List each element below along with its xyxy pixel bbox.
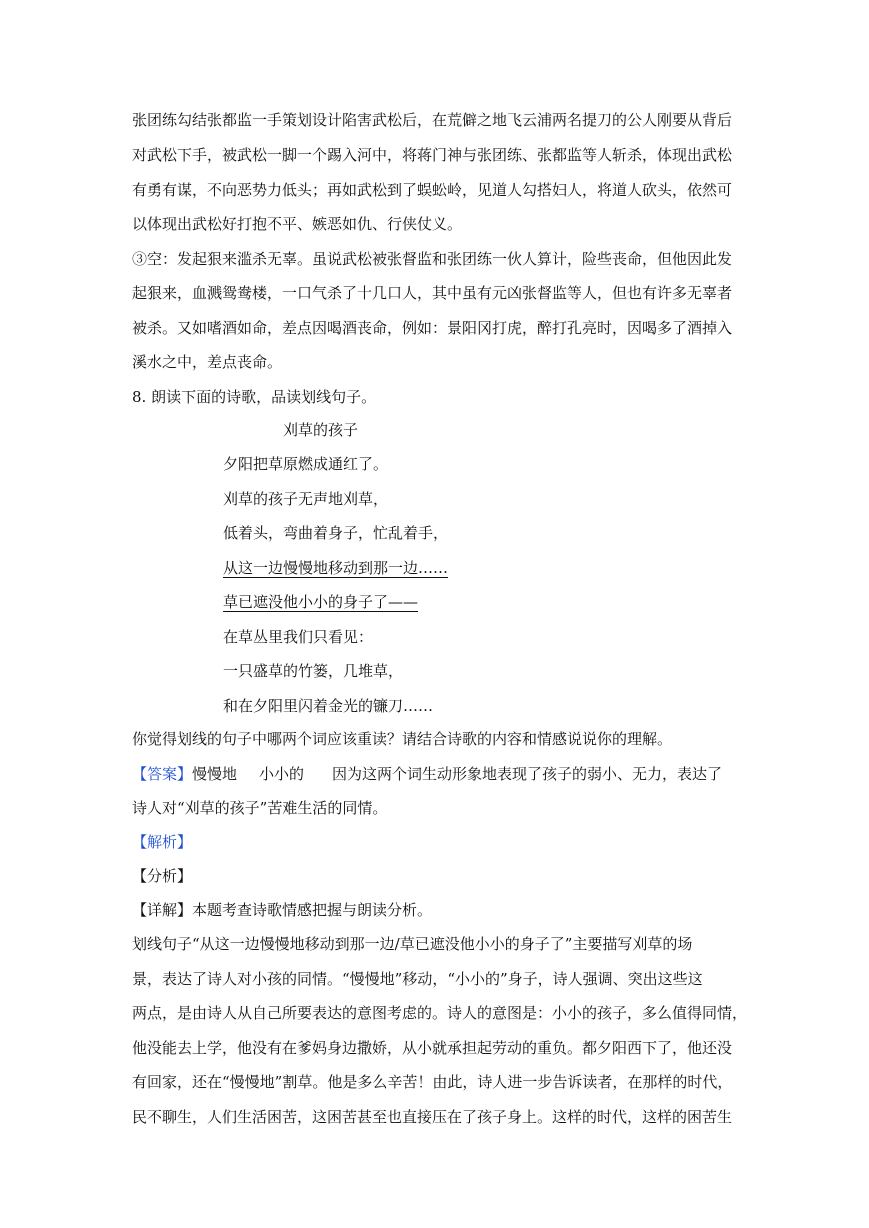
paragraph-line: 有回家，还在“慢慢地”割草。他是多么辛苦！由此，诗人进一步告诉读者，在那样的时代， — [132, 1073, 733, 1091]
paragraph-line: 起狠来，血溅鸳鸯楼，一口气杀了十几口人，其中虽有元凶张督监等人，但也有许多无辜者 — [132, 284, 733, 302]
fenxi-tag: 【分析】 — [132, 867, 193, 885]
answer-tag: 【答案】 — [132, 765, 193, 783]
answer-line — [132, 757, 740, 791]
detail-text: 本题考查诗歌情感把握与朗读分析。 — [192, 901, 433, 919]
answer-word-1: 慢慢地 — [192, 765, 238, 783]
analysis-tag: 【解析】 — [132, 833, 193, 851]
paragraph-line: 对武松下手，被武松一脚一个踢入河中，将蒋门神与张团练、张都监等人斩杀，体现出武松 — [132, 146, 733, 164]
answer-word-2: 小小的 — [259, 765, 305, 783]
paragraph-line: 他没能去上学，他没有在爹妈身边撒娇，从小就承担起劳动的重负。都夕阳西下了，他还没 — [132, 1039, 733, 1057]
paragraph-line: 张团练勾结张都监一手策划设计陷害武松后，在荒僻之地飞云浦两名提刀的公人刚要从背后 — [132, 111, 733, 129]
poem-line: 刈草的孩子无声地刈草， — [223, 490, 389, 508]
poem-line: 在草丛里我们只看见： — [223, 628, 374, 646]
paragraph-line: 两点，是由诗人从自己所要表达的意图考虑的。诗人的意图是：小小的孩子，多么值得同情， — [132, 1004, 748, 1022]
paragraph-line: 民不聊生，人们生活困苦，这困苦甚至也直接压在了孩子身上。这样的时代，这样的困苦生 — [132, 1108, 733, 1126]
paragraph-line: 以体现出武松好打抱不平、嫉恶如仇、行侠仗义。 — [132, 215, 463, 233]
detail-tag: 【详解】 — [132, 901, 193, 919]
poem-line-underlined: 草已遮没他小小的身子了—— — [223, 593, 419, 611]
paragraph-line: 溪水之中，差点丧命。 — [132, 353, 283, 371]
poem-title: 刈草的孩子 — [283, 421, 359, 439]
poem-line: 低着头，弯曲着身子，忙乱着手， — [223, 524, 449, 542]
poem-line: 一只盛草的竹篓，几堆草， — [223, 662, 404, 680]
poem-line: 夕阳把草原燃成通红了。 — [223, 455, 389, 473]
answer-line-2: 诗人对“刈草的孩子”苦难生活的同情。 — [132, 799, 388, 817]
poem-line: 和在夕阳里闪着金光的镰刀…… — [223, 697, 434, 715]
paragraph-line: 有勇有谋，不向恶势力低头；再如武松到了蜈蚣岭，见道人勾搭妇人，将道人砍头，依然可 — [132, 181, 733, 199]
paragraph-line: ③空：发起狠来滥杀无辜。虽说武松被张督监和张团练一伙人算计，险些丧命，但他因此发 — [132, 250, 733, 268]
question-heading: 8. 朗读下面的诗歌，品读划线句子。 — [132, 388, 377, 406]
detail-line — [132, 893, 740, 927]
paragraph-line: 被杀。又如嗜酒如命，差点因喝酒丧命，例如：景阳冈打虎，醉打孔亮时，因喝多了酒掉入 — [132, 319, 733, 337]
paragraph-line: 划线句子“从这一边慢慢地移动到那一边/草已遮没他小小的身子了”主要描写刈草的场 — [132, 935, 693, 953]
paragraph-line: 景，表达了诗人对小孩的同情。“慢慢地”移动，“小小的”身子，诗人强调、突出这些这 — [132, 970, 703, 988]
question-prompt: 你觉得划线的句子中哪两个词应该重读？请结合诗歌的内容和情感说说你的理解。 — [132, 730, 673, 748]
poem-line-underlined: 从这一边慢慢地移动到那一边…… — [223, 559, 449, 577]
answer-explanation: 因为这两个词生动形象地表现了孩子的弱小、无力，表达了 — [332, 765, 723, 783]
